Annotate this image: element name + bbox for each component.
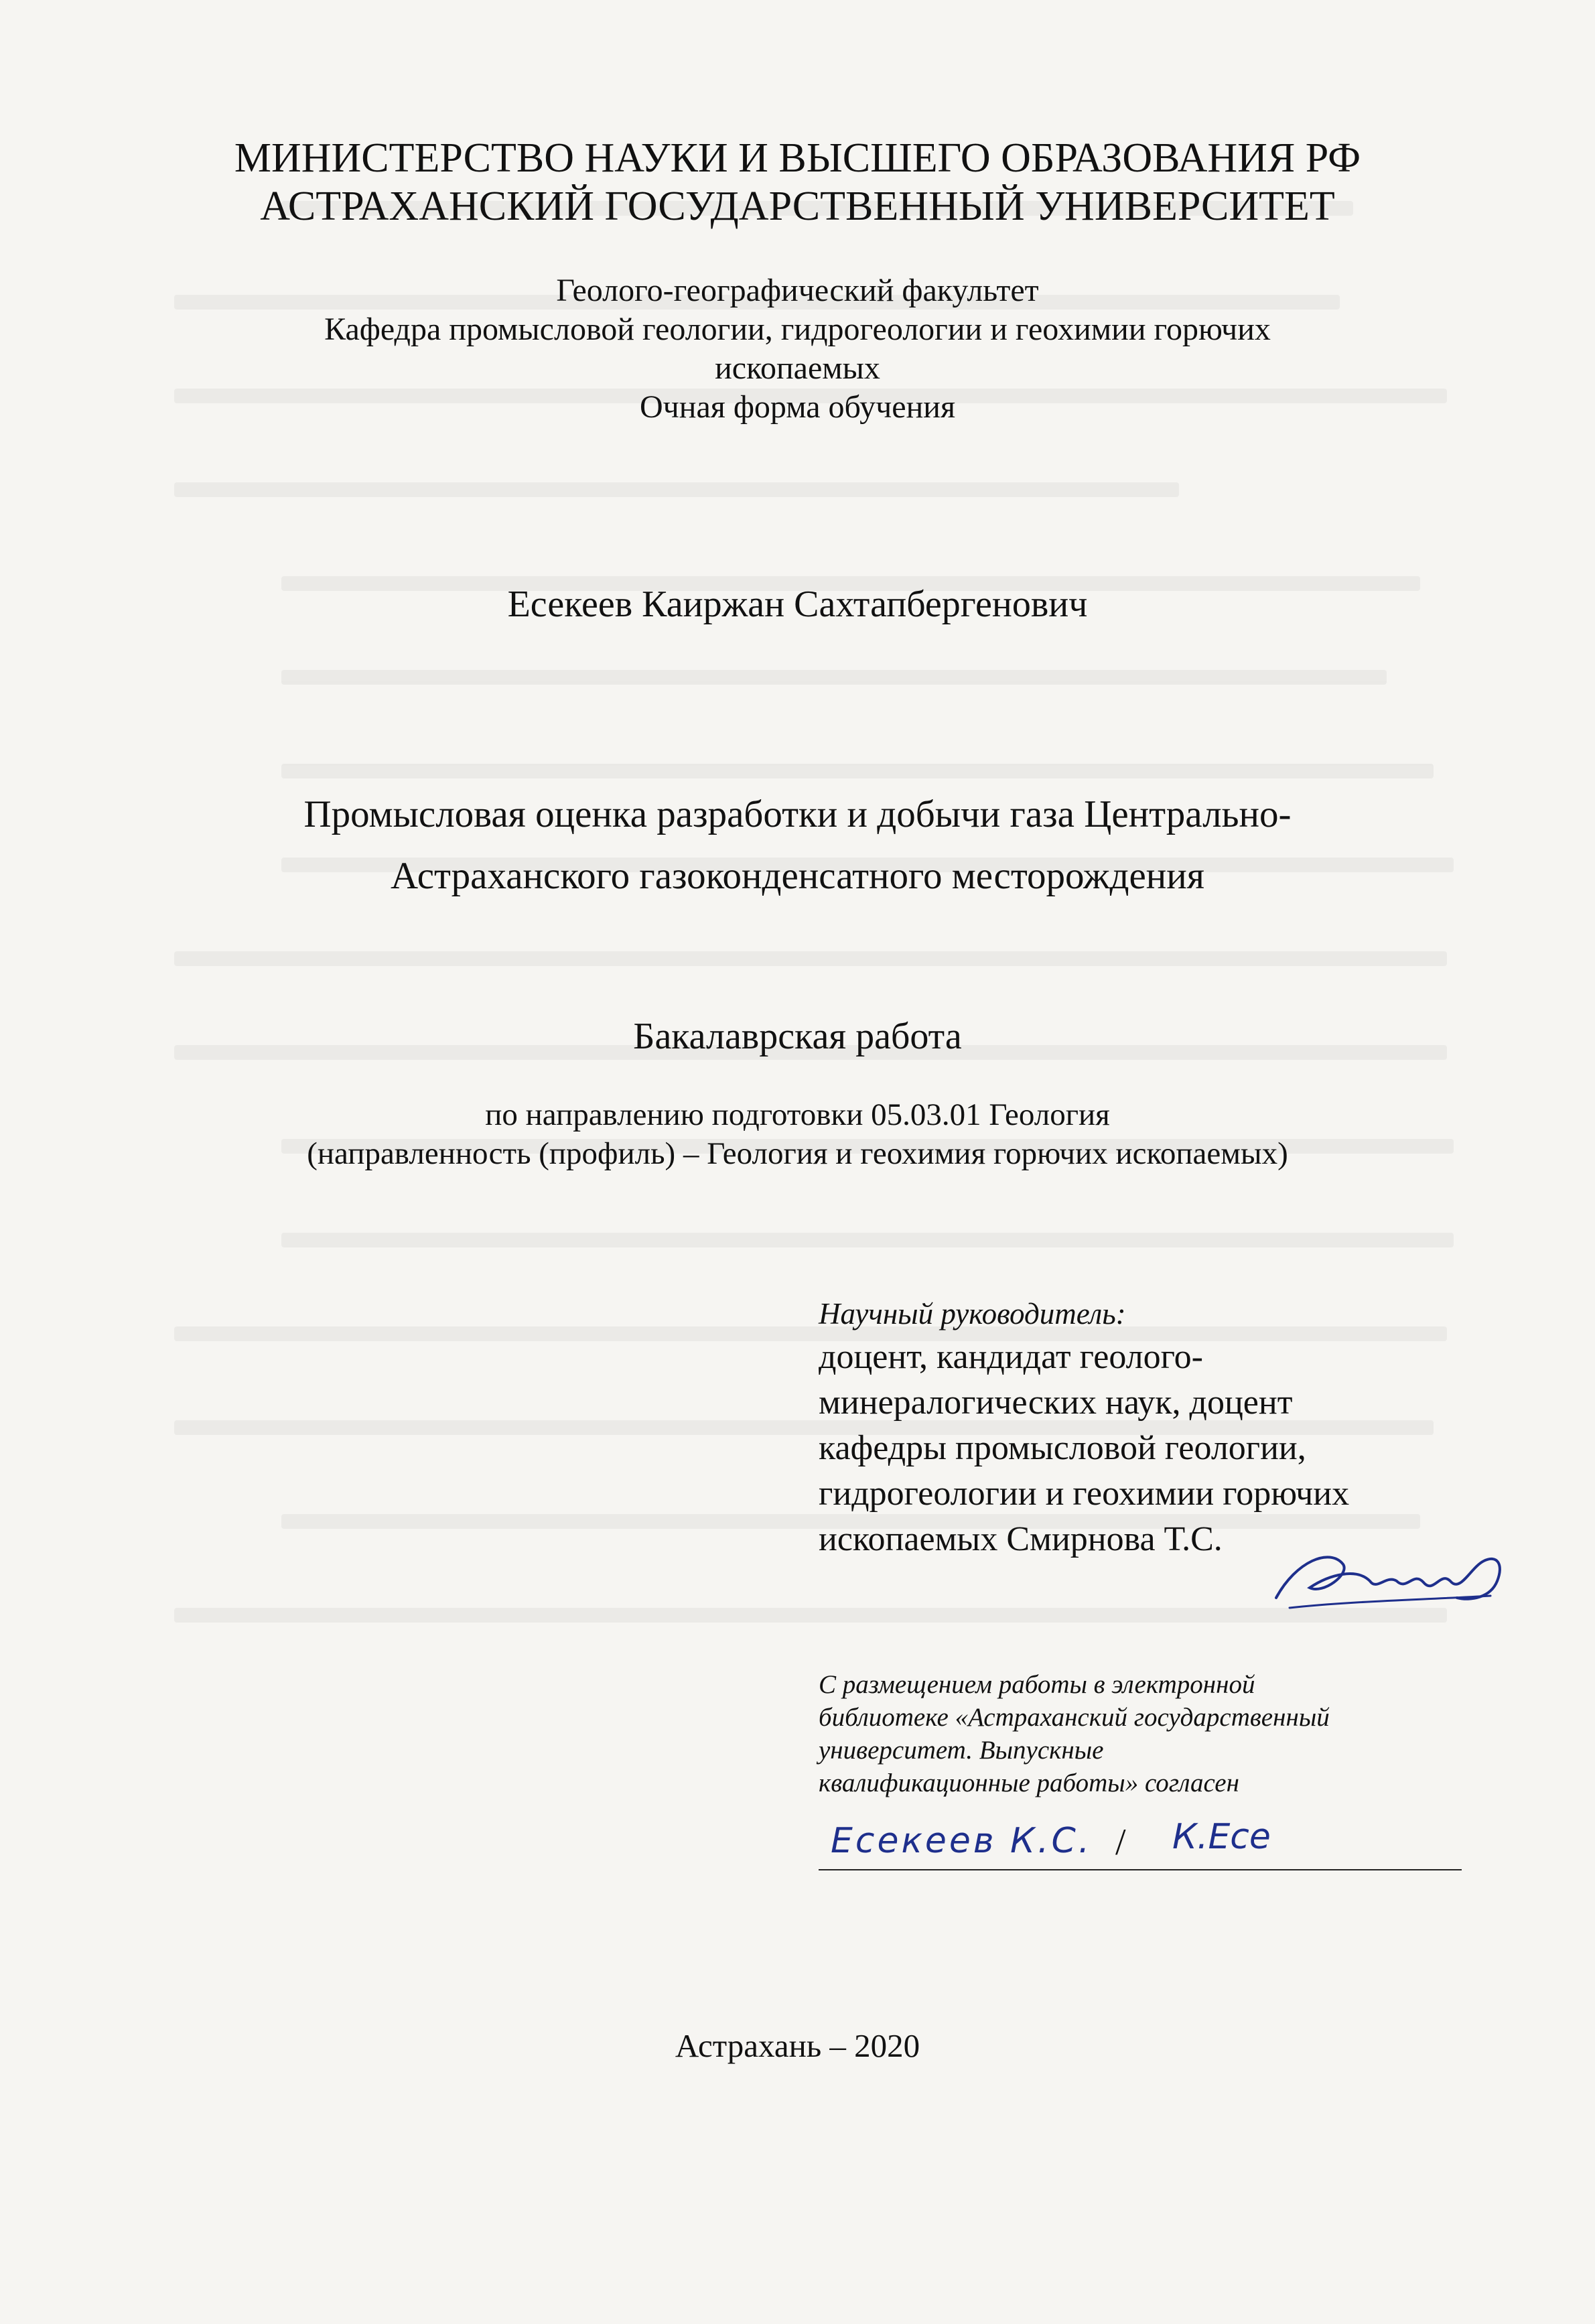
chair-name-line2: ископаемых bbox=[715, 350, 880, 386]
supervisor-line5: ископаемых Смирнова Т.С. bbox=[819, 1520, 1223, 1558]
author-name: Есекеев Каиржан Сахтапбергенович bbox=[507, 584, 1088, 625]
consent-line1: С размещением работы в электронной bbox=[819, 1670, 1255, 1699]
direction-line1: по направлению подготовки 05.03.01 Геология bbox=[485, 1097, 1110, 1132]
consent-line4: квалификационные работы» согласен bbox=[819, 1769, 1239, 1797]
supervisor-signature bbox=[1269, 1534, 1517, 1621]
supervisor-line2: минералогических наук, доцент bbox=[819, 1383, 1293, 1422]
ministry-header bbox=[0, 134, 1595, 230]
city-year: Астрахань – 2020 bbox=[675, 2027, 920, 2064]
handwritten-author-signature: К.Есе bbox=[1172, 1817, 1271, 1857]
consent-line3: университет. Выпускные bbox=[819, 1736, 1104, 1765]
supervisor-line1: доцент, кандидат геолого- bbox=[819, 1338, 1203, 1376]
university-name: АСТРАХАНСКИЙ ГОСУДАРСТВЕННЫЙ УНИВЕРСИТЕТ bbox=[260, 184, 1335, 229]
direction-line2: (направленность (профиль) – Геология и геохимия горючих ископаемых) bbox=[307, 1136, 1288, 1171]
study-form: Очная форма обучения bbox=[639, 389, 956, 425]
handwritten-author-name: Есекеев К.С. bbox=[831, 1821, 1093, 1861]
thesis-title-line2: Астраханского газоконденсатного месторождения bbox=[391, 855, 1204, 897]
supervisor-role: Научный руководитель: bbox=[819, 1297, 1126, 1330]
supervisor-line4: гидрогеологии и геохимии горючих bbox=[819, 1475, 1350, 1513]
supervisor-block bbox=[819, 1293, 1488, 1562]
supervisor-line3: кафедры промысловой геологии, bbox=[819, 1429, 1306, 1467]
chair-name-line1: Кафедра промысловой геологии, гидрогеологии и геохимии горючих bbox=[324, 312, 1271, 347]
thesis-title bbox=[0, 784, 1595, 907]
study-direction bbox=[0, 1095, 1595, 1173]
work-type: Бакалаврская работа bbox=[633, 1016, 962, 1057]
consent-block bbox=[819, 1668, 1488, 1799]
consent-line2: библиотеке «Астраханский государственный bbox=[819, 1703, 1330, 1732]
signature-separator: / bbox=[1115, 1822, 1126, 1863]
thesis-title-line1: Промысловая оценка разработки и добычи газа Центрально- bbox=[303, 793, 1292, 835]
department-block bbox=[0, 271, 1595, 427]
ministry-name: МИНИСТЕРСТВО НАУКИ И ВЫСШЕГО ОБРАЗОВАНИЯ РФ bbox=[234, 135, 1361, 181]
faculty-name: Геолого-географический факультет bbox=[556, 273, 1039, 308]
